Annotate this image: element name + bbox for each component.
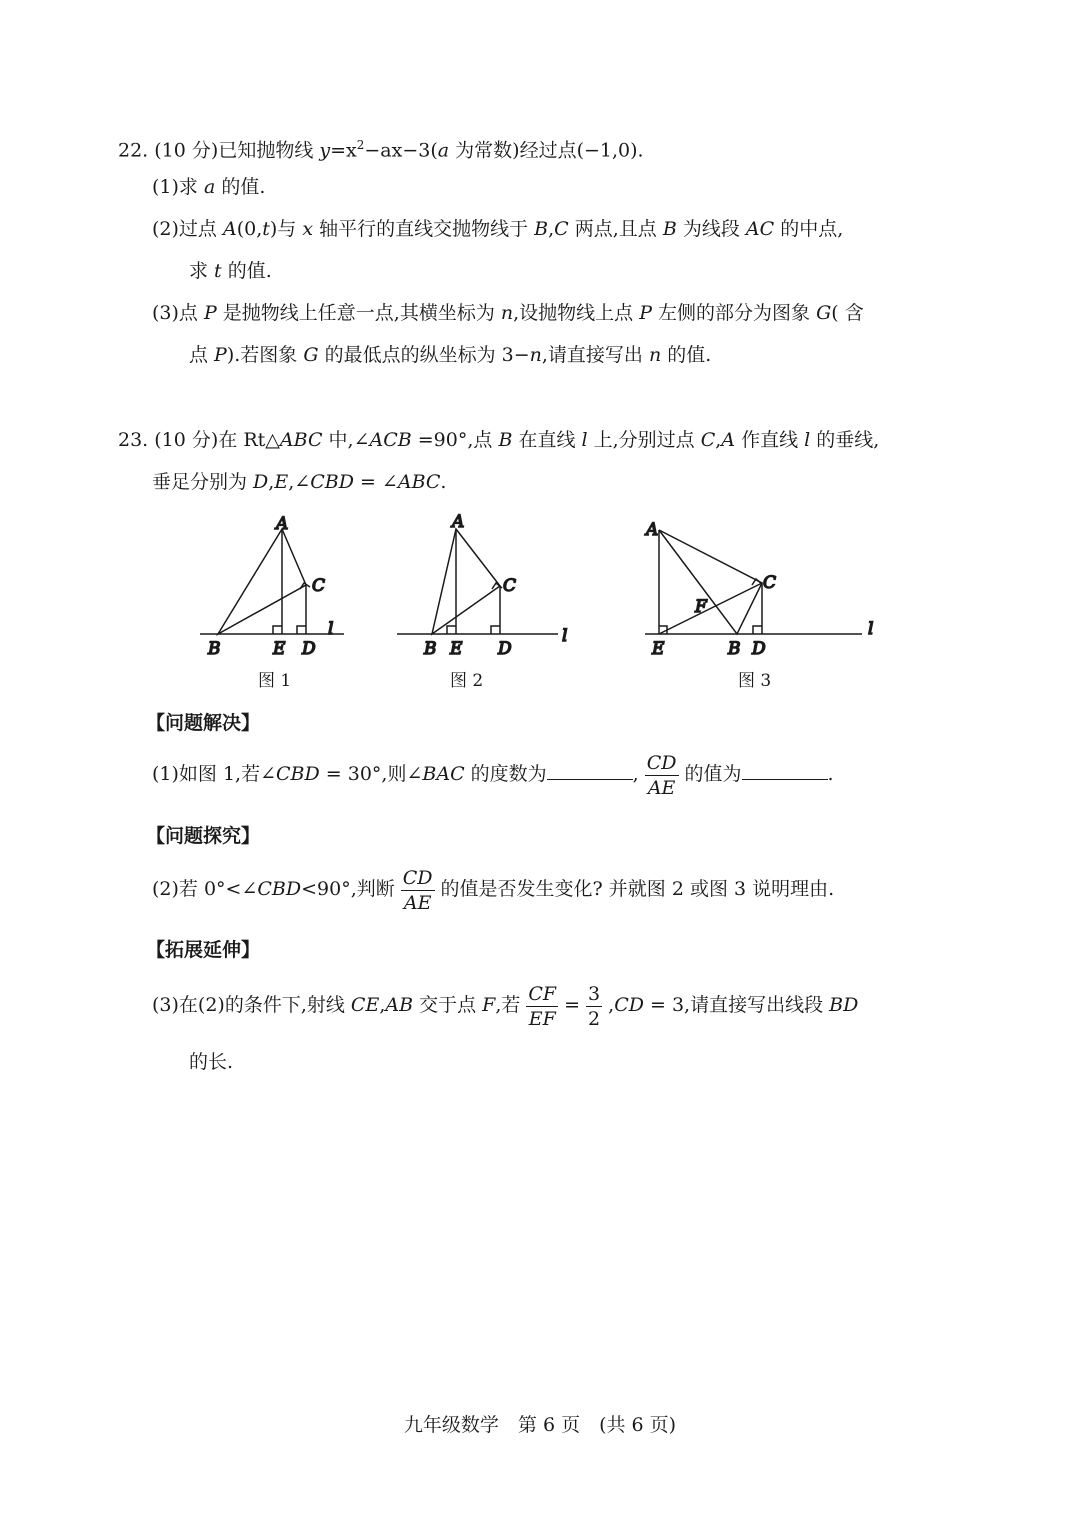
- q22-part3-line2: 点 P).若图象 G 的最低点的纵坐标为 3−n,请直接写出 n 的值.: [189, 344, 712, 366]
- q23-part3-line1: (3)在(2)的条件下,射线 CE,AB 交于点 F,若 $\frac{CF}{EF}$ = $\frac{3}{2}$ ,CD = 3,请直接写出线段 BD: [152, 982, 859, 1030]
- fig3-label-f: F: [695, 597, 707, 617]
- answer-blank-1[interactable]: [547, 761, 633, 780]
- fig2-caption: 图 2: [450, 671, 484, 691]
- fig1-caption: 图 1: [258, 671, 292, 691]
- q22-part2-line1: (2)过点 A(0,t)与 x 轴平行的直线交抛物线于 B,C 两点,且点 B 为线段 AC 的中点,: [152, 218, 844, 240]
- fig2-label-a: A: [452, 512, 465, 532]
- fig1-label-l: l: [328, 619, 334, 639]
- q23-stem-line2: 垂足分别为 D,E,∠CBD = ∠ABC.: [152, 471, 447, 493]
- fraction-3-2: $\frac{3}{2}$: [588, 982, 601, 1030]
- fig2-label-l: l: [562, 626, 568, 646]
- fig2-label-c: C: [503, 576, 517, 596]
- fig1-label-b: B: [208, 639, 221, 659]
- page-footer: 九年级数学 第 6 页 (共 6 页): [403, 1414, 677, 1436]
- section-heading-problem-exploration: 【问题探究】: [146, 825, 261, 847]
- fig2-label-b: B: [424, 639, 437, 659]
- fig3-caption: 图 3: [738, 671, 772, 691]
- figure-2: [397, 512, 567, 659]
- fraction-cd-ae: $\frac{CD}{AE}$: [646, 751, 677, 799]
- fraction-cf-ef: $\frac{CF}{EF}$: [528, 982, 557, 1030]
- section-heading-extension: 【拓展延伸】: [146, 939, 261, 961]
- section-heading-problem-solving: 【问题解决】: [146, 712, 261, 734]
- q22-part3-line1: (3)点 P 是抛物线上任意一点,其横坐标为 n,设抛物线上点 P 左侧的部分为图象 G( 含: [152, 302, 864, 324]
- fig3-label-a: A: [646, 520, 659, 540]
- q23-part3-line2: 的长.: [189, 1051, 234, 1073]
- geometry-figures: [0, 505, 1080, 705]
- figure-3: [644, 520, 873, 659]
- fig2-label-d: D: [498, 639, 512, 659]
- q22-part1: (1)求 a 的值.: [152, 176, 266, 198]
- fig1-label-c: C: [312, 576, 326, 596]
- q23-stem-line1: 23. (10 分)在 Rt△ABC 中,∠ACB =90°,点 B 在直线 l 上,分别过点 C,A 作直线 l 的垂线,: [118, 429, 880, 451]
- q22-stem: 22. (10 分)已知抛物线 $y=x^2-ax-3(a$ 为常数)经过点(−1,0).: [118, 138, 644, 162]
- fig3-label-c: C: [763, 573, 777, 593]
- fig1-label-d: D: [302, 639, 316, 659]
- fraction-cd-ae-2: $\frac{CD}{AE}$: [402, 866, 433, 914]
- fig3-label-b: B: [728, 639, 741, 659]
- q23-part1: (1)如图 1,若∠CBD = 30°,则∠BAC 的度数为 , $\frac{CD}{AE}$ 的值为 .: [152, 751, 834, 799]
- fig1-label-a: A: [276, 514, 289, 534]
- answer-blank-2[interactable]: [742, 761, 828, 780]
- fig3-label-e: E: [652, 639, 665, 659]
- fig3-label-d: D: [752, 639, 766, 659]
- q22-part2-line2: 求 t 的值.: [189, 260, 272, 282]
- fig3-label-l: l: [868, 619, 874, 639]
- fig2-label-e: E: [450, 639, 463, 659]
- fig1-label-e: E: [273, 639, 286, 659]
- figure-1: [200, 514, 344, 659]
- q23-part2: (2)若 0°<∠CBD<90°,判断 $\frac{CD}{AE}$ 的值是否发生变化? 并就图 2 或图 3 说明理由.: [152, 866, 835, 914]
